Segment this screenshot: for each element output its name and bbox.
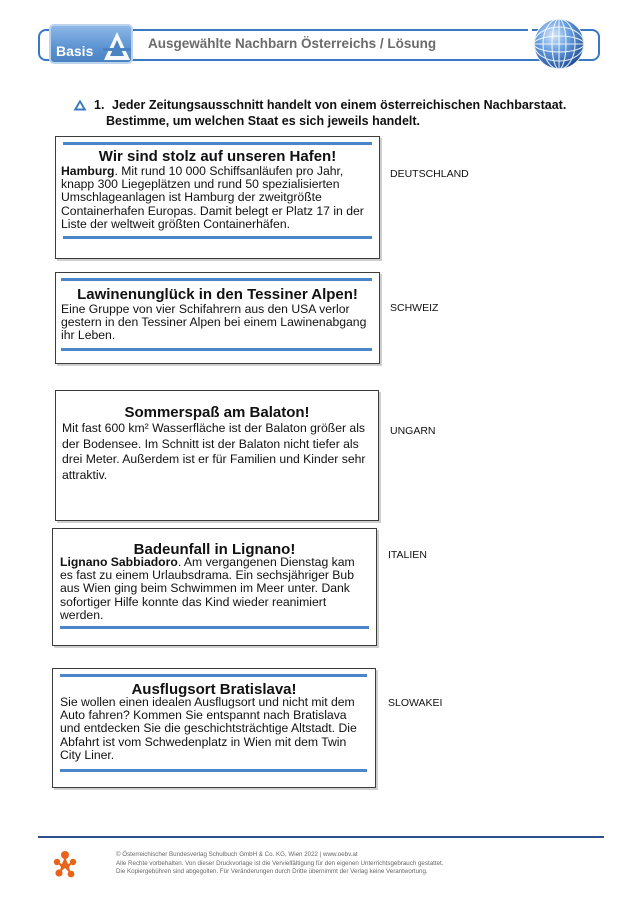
answer-text: UNGARN — [390, 425, 436, 437]
card-top-bar — [63, 142, 372, 145]
article-card — [55, 390, 379, 521]
answer-text: SCHWEIZ — [390, 302, 439, 314]
answer-text: ITALIEN — [388, 549, 427, 561]
card-bottom-bar — [60, 769, 367, 772]
publisher-logo-icon — [52, 849, 78, 879]
article-text — [62, 421, 370, 483]
article-card — [55, 136, 380, 259]
article-lead: Hamburg — [61, 164, 115, 178]
answer-text: SLOWAKEI — [388, 697, 443, 709]
footer-rule — [38, 836, 604, 838]
article-body: . Am vergangenen Dienstag kam es fast zu einem Urlaubsdrama. Ein sechsjähriger Bub aus Wien ging beim Schwimmen im Meer unter. Dank sofortiger Hilfe konnte das Kind wieder reanimiert werden. — [60, 555, 355, 622]
basis-logo-text: Basis — [56, 43, 94, 59]
article-headline: Lawinenunglück in den Tessiner Alpen! — [77, 286, 358, 303]
article-card — [52, 528, 377, 646]
article-text — [61, 165, 373, 231]
article-body: Sie wollen einen idealen Ausflugsort und nicht mit dem Auto fahren? Kommen Sie entspannt nach Bratislava und entdecken Sie die geschichtsträchtige Altstadt. Die Abfahrt ist vom Schwedenplatz in Wien mit dem Twin City Liner. — [60, 695, 357, 762]
task-text-line2: Bestimme, um welchen Staat es sich jeweils handelt. — [106, 114, 421, 128]
card-bottom-bar — [63, 236, 372, 239]
article-body: Eine Gruppe von vier Schifahrern aus den USA verlor gestern in den Tessiner Alpen bei einem Lawinenabgang ihr Leben. — [61, 302, 367, 343]
warning-triangle-icon — [73, 99, 87, 111]
article-headline: Ausflugsort Bratislava! — [131, 681, 297, 698]
task-text-line1: Jeder Zeitungsausschnitt handelt von einem österreichischen Nachbarstaat. — [112, 98, 567, 112]
answer-text: DEUTSCHLAND — [390, 168, 469, 180]
article-headline: Sommerspaß am Balaton! — [124, 404, 310, 421]
card-top-bar — [60, 674, 367, 677]
header-rule — [104, 29, 528, 31]
footer-line-1: © Österreichischer Bundesverlag Schulbuch GmbH & Co. KG, Wien 2022 | www.oebv.at — [116, 851, 358, 858]
card-bottom-bar — [60, 626, 369, 629]
article-headline: Badeunfall in Lignano! — [133, 541, 296, 558]
footer-line-3: Die Kopiergebühren sind abgegolten. Für Veränderungen durch Dritte übernimmt der Verlag keine Verantwortung. — [116, 868, 428, 875]
footer-line-2: Alle Rechte vorbehalten. Von dieser Druckvorlage ist die Vervielfältigung für den eigenen Unterrichtsgebrauch gestattet. — [116, 859, 444, 867]
article-text — [61, 303, 373, 343]
basis-triangle-icon — [103, 30, 131, 62]
task-number: 1. — [94, 98, 105, 112]
article-card — [52, 668, 376, 788]
page-title: Ausgewählte Nachbarn Österreichs / Lösung — [148, 36, 437, 51]
footer-copyright — [116, 851, 443, 877]
article-headline: Wir sind stolz auf unseren Hafen! — [98, 148, 337, 165]
basis-logo — [49, 24, 133, 64]
card-top-bar — [61, 278, 372, 281]
article-body: Mit fast 600 km² Wasserfläche ist der Balaton größer als der Bodensee. Im Schnitt ist der Balaton nicht tiefer als drei Meter. Außerdem ist er für Familien und Kinder sehr attraktiv. — [62, 421, 366, 482]
article-lead: Lignano Sabbiadoro — [60, 555, 178, 569]
article-card — [55, 272, 380, 364]
card-bottom-bar — [61, 348, 372, 351]
globe-icon — [531, 16, 587, 72]
article-text — [60, 696, 367, 762]
article-body: . Mit rund 10 000 Schiffsanläufen pro Jahr, knapp 300 Liegeplätzen und rund 50 spezialisierten Umschlageanlagen ist Hamburg der zweitgrößte Containerhafen Europas. Damit belegt er Platz 17 in der Liste der weltweit größten Containerhäfen. — [61, 164, 364, 231]
article-text — [60, 556, 368, 622]
